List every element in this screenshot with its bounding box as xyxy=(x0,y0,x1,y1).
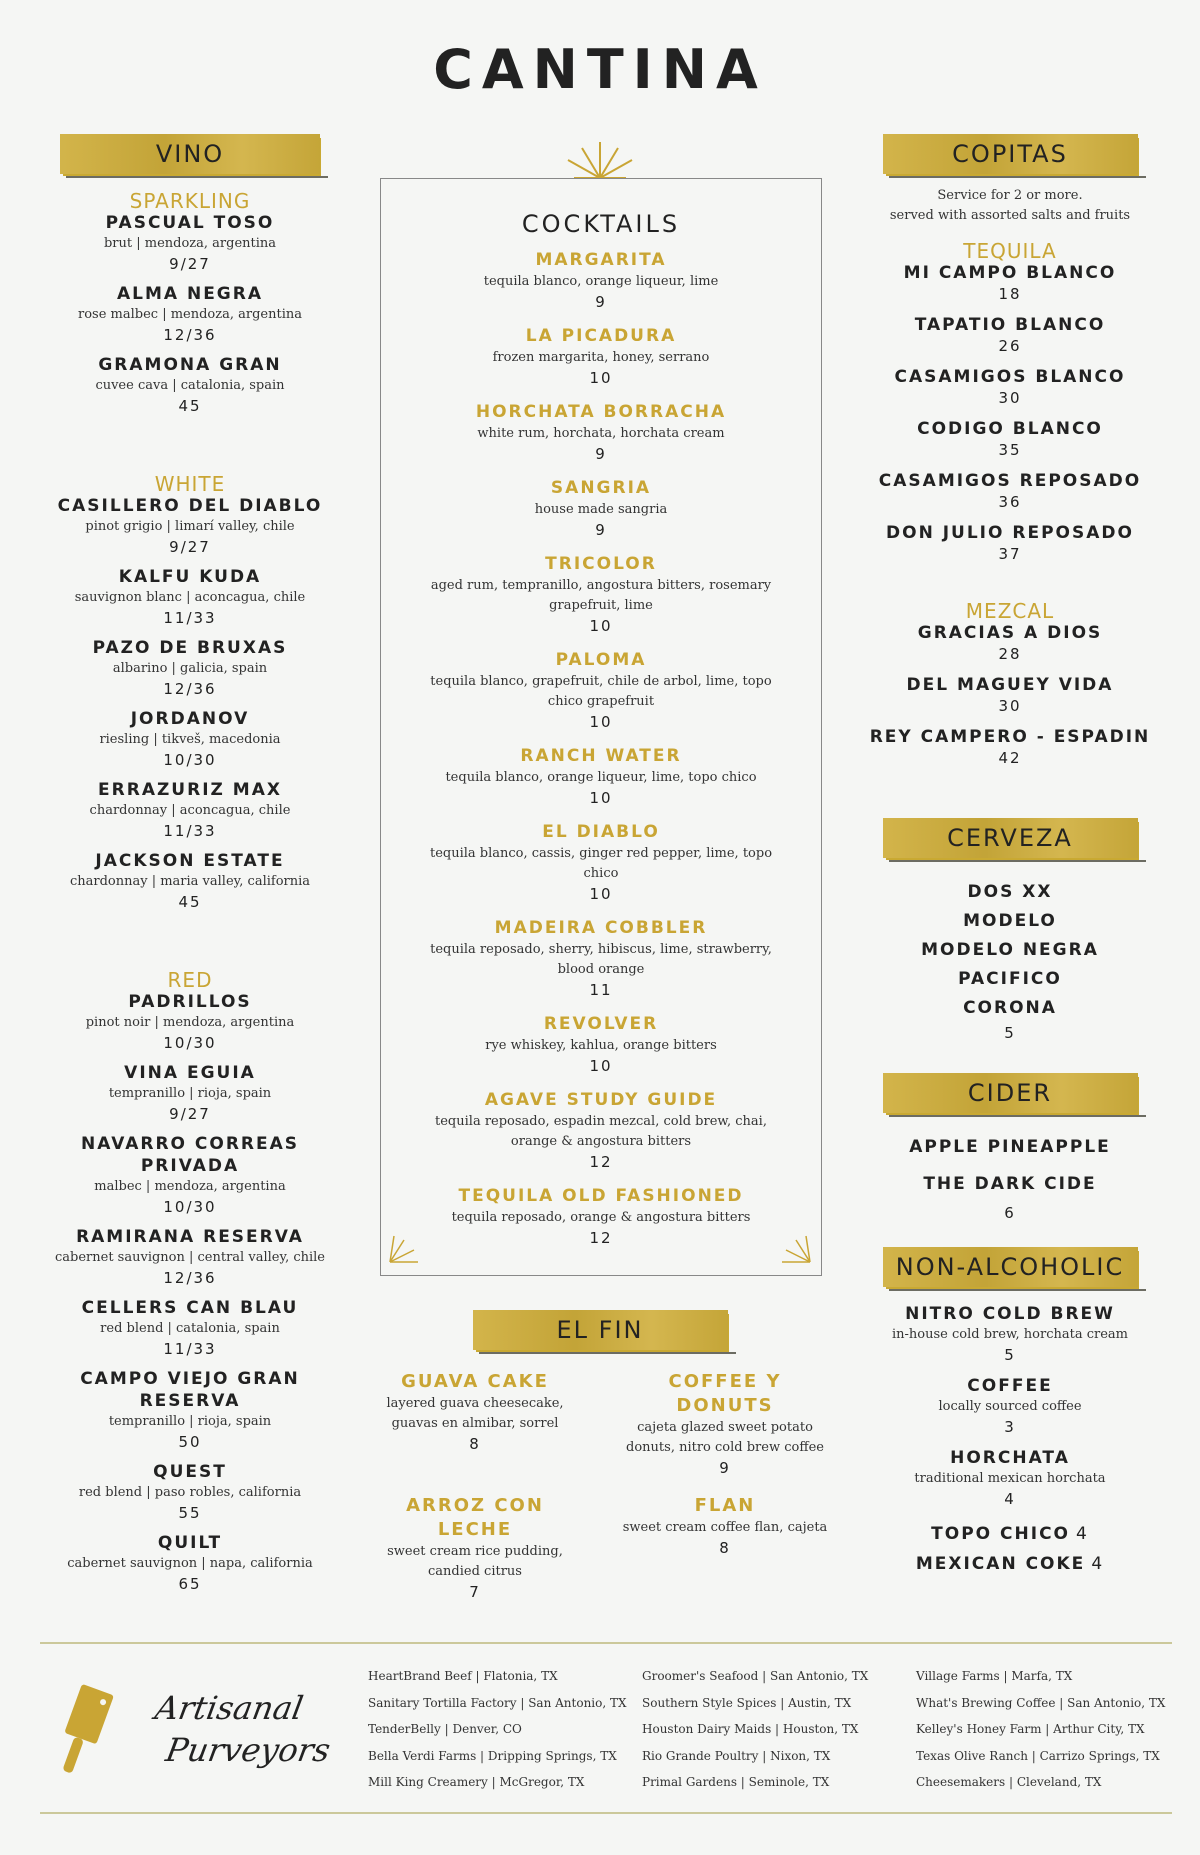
wine-name: NAVARRO CORREAS PRIVADA xyxy=(80,1134,300,1176)
drink-price: 3 xyxy=(1004,1418,1016,1436)
wine-item xyxy=(40,1133,340,1217)
dessert-desc: sweet cream coffee flan, cajeta xyxy=(622,1520,828,1535)
cocktail-item xyxy=(380,1088,822,1172)
cocktail-price: 9 xyxy=(595,293,607,311)
drink-name: HORCHATA xyxy=(950,1448,1070,1468)
wine-price: 45 xyxy=(178,893,202,911)
purveyor-entry: Texas Olive Ranch | Carrizo Springs, TX xyxy=(916,1748,1160,1763)
beer-name: PACIFICO xyxy=(958,969,1062,989)
beer-name: MODELO xyxy=(963,911,1057,931)
wine-name: CELLERS CAN BLAU xyxy=(81,1298,299,1318)
spirit-item xyxy=(860,314,1160,356)
dessert-item xyxy=(605,1370,845,1478)
wine-price: 55 xyxy=(178,1504,202,1522)
spirit-price: 35 xyxy=(998,441,1022,459)
cocktail-price: 10 xyxy=(589,369,613,387)
wine-desc: red blend | paso robles, california xyxy=(78,1485,302,1500)
purveyor-entry: Bella Verdi Farms | Dripping Springs, TX xyxy=(368,1748,617,1763)
cerveza-banner: CERVEZA xyxy=(883,818,1138,858)
spirit-price: 42 xyxy=(998,749,1022,767)
drink-name: TOPO CHICO xyxy=(931,1524,1070,1544)
section-heading: MEZCAL xyxy=(965,599,1055,623)
cider-name: THE DARK CIDE xyxy=(923,1174,1097,1194)
wine-item xyxy=(40,1062,340,1124)
cerveza-price: 5 xyxy=(1004,1024,1016,1042)
spirit-item xyxy=(860,726,1160,768)
logo-line: Purveyors xyxy=(162,1731,334,1769)
dessert-price: 8 xyxy=(719,1539,731,1557)
spirit-name: DEL MAGUEY VIDA xyxy=(906,675,1114,695)
cocktail-desc: tequila blanco, orange liqueur, lime xyxy=(483,274,719,289)
spirit-price: 18 xyxy=(998,285,1022,303)
cocktail-price: 12 xyxy=(589,1153,613,1171)
purveyor-entry: What's Brewing Coffee | San Antonio, TX xyxy=(916,1695,1166,1710)
spirit-item xyxy=(860,522,1160,564)
wine-item xyxy=(40,1461,340,1523)
dessert-name: ARROZ CON LECHE xyxy=(406,1495,544,1540)
purveyor-entry: HeartBrand Beef | Flatonia, TX xyxy=(368,1669,558,1683)
spirit-name: MI CAMPO BLANCO xyxy=(903,263,1117,283)
spirit-name: DON JULIO REPOSADO xyxy=(886,523,1134,543)
wine-item xyxy=(40,495,340,557)
cocktail-item xyxy=(380,648,822,732)
wine-desc: pinot noir | mendoza, argentina xyxy=(85,1015,295,1030)
drink-name: NITRO COLD BREW xyxy=(905,1304,1115,1324)
wine-item xyxy=(40,708,340,770)
cocktail-desc: frozen margarita, honey, serrano xyxy=(492,350,710,365)
drink-item xyxy=(860,1303,1160,1365)
footer xyxy=(40,1645,1172,1825)
spirit-name: CODIGO BLANCO xyxy=(917,419,1103,439)
cocktail-item xyxy=(380,400,822,464)
cider-banner: CIDER xyxy=(883,1073,1138,1113)
wine-desc: tempranillo | rioja, spain xyxy=(108,1086,272,1101)
spirit-name: REY CAMPERO - ESPADIN xyxy=(869,727,1151,747)
wine-price: 9/27 xyxy=(169,255,211,273)
elfin-banner: EL FIN xyxy=(473,1310,728,1350)
cocktail-price: 10 xyxy=(589,885,613,903)
cocktail-name: TEQUILA OLD FASHIONED xyxy=(458,1186,744,1206)
wine-name: PADRILLOS xyxy=(128,992,252,1012)
copitas-note: Service for 2 or more. xyxy=(937,188,1083,203)
wine-price: 10/30 xyxy=(163,751,217,769)
vino-column xyxy=(40,134,340,1603)
spirit-item xyxy=(860,418,1160,460)
cocktail-item xyxy=(380,744,822,808)
purveyor-entry: Cheesemakers | Cleveland, TX xyxy=(916,1775,1102,1789)
wine-item xyxy=(40,637,340,699)
wine-item xyxy=(40,354,340,416)
wine-desc: malbec | mendoza, argentina xyxy=(94,1179,286,1194)
wine-desc: albarino | galicia, spain xyxy=(112,661,268,676)
beer-name: CORONA xyxy=(963,998,1057,1018)
menu-title: CANTINA xyxy=(433,38,767,101)
wine-item xyxy=(40,566,340,628)
section-heading: TEQUILA xyxy=(963,239,1057,263)
cocktail-name: SANGRIA xyxy=(550,478,652,498)
nonalc-banner: NON-ALCOHOLIC xyxy=(883,1247,1138,1287)
spirit-price: 28 xyxy=(998,645,1022,663)
drink-item xyxy=(860,1447,1160,1509)
cocktail-price: 9 xyxy=(595,445,607,463)
spirit-name: TAPATIO BLANCO xyxy=(914,315,1106,335)
dessert-name: COFFEE Y DONUTS xyxy=(668,1371,782,1416)
drink-desc: in-house cold brew, horchata cream xyxy=(892,1327,1128,1342)
section-heading: SPARKLING xyxy=(129,189,251,213)
dessert-price: 9 xyxy=(719,1459,731,1477)
spirit-price: 26 xyxy=(998,337,1022,355)
right-column xyxy=(860,134,1160,1579)
cider-name: APPLE PINEAPPLE xyxy=(909,1137,1111,1157)
wine-item xyxy=(40,1532,340,1594)
cocktail-desc: house made sangria xyxy=(534,502,668,517)
cocktail-price: 11 xyxy=(589,981,613,999)
drink-item-inline xyxy=(860,1549,1160,1579)
cocktail-desc: tequila reposado, sherry, hibiscus, lime, strawberry, blood orange xyxy=(430,942,772,977)
wine-desc: cabernet sauvignon | central valley, chile xyxy=(55,1250,325,1265)
purveyor-column-1 xyxy=(368,1663,627,1796)
beer-name: DOS XX xyxy=(967,882,1053,902)
spirit-price: 30 xyxy=(998,389,1022,407)
spirit-name: CASAMIGOS BLANCO xyxy=(894,367,1126,387)
dessert-name: GUAVA CAKE xyxy=(401,1371,549,1392)
purveyor-entry: Kelley's Honey Farm | Arthur City, TX xyxy=(916,1722,1145,1736)
cocktail-desc: rye whiskey, kahlua, orange bitters xyxy=(485,1038,717,1053)
wine-name: PASCUAL TOSO xyxy=(105,213,275,233)
elfin-grid xyxy=(355,1370,845,1614)
spirit-item xyxy=(860,470,1160,512)
cocktail-item xyxy=(380,476,822,540)
spirit-price: 30 xyxy=(998,697,1022,715)
cocktail-name: AGAVE STUDY GUIDE xyxy=(484,1090,718,1110)
wine-name: QUILT xyxy=(157,1533,223,1553)
dessert-desc: cajeta glazed sweet potato donuts, nitro cold brew coffee xyxy=(626,1420,824,1455)
wine-price: 12/36 xyxy=(163,1269,217,1287)
dessert-price: 8 xyxy=(469,1435,481,1453)
purveyor-entry: Houston Dairy Maids | Houston, TX xyxy=(642,1722,859,1736)
spirit-item xyxy=(860,262,1160,304)
copitas-banner: COPITAS xyxy=(883,134,1138,174)
cocktail-price: 12 xyxy=(589,1229,613,1247)
sunburst-icon xyxy=(560,138,640,182)
wine-desc: chardonnay | maria valley, california xyxy=(69,874,311,889)
spirit-item xyxy=(860,674,1160,716)
cocktail-name: MARGARITA xyxy=(535,250,667,270)
wine-price: 10/30 xyxy=(163,1034,217,1052)
cocktail-name: RANCH WATER xyxy=(520,746,682,766)
purveyor-entry: Groomer's Seafood | San Antonio, TX xyxy=(642,1669,869,1683)
spirit-name: GRACIAS A DIOS xyxy=(917,623,1103,643)
cocktail-item xyxy=(380,1012,822,1076)
cocktail-price: 10 xyxy=(589,1057,613,1075)
wine-item xyxy=(40,212,340,274)
cider-price: 6 xyxy=(1004,1204,1016,1222)
drink-price: 4 xyxy=(1004,1490,1016,1508)
cocktail-name: HORCHATA BORRACHA xyxy=(475,402,727,422)
dessert-item xyxy=(355,1494,595,1602)
wine-name: JACKSON ESTATE xyxy=(95,851,285,871)
cocktail-name: LA PICADURA xyxy=(525,326,677,346)
drink-price: 4 xyxy=(1091,1554,1105,1574)
cocktail-name: PALOMA xyxy=(555,650,647,670)
cocktail-price: 9 xyxy=(595,521,607,539)
spacer xyxy=(40,425,340,455)
spirit-price: 37 xyxy=(998,545,1022,563)
spirit-price: 36 xyxy=(998,493,1022,511)
spirit-item xyxy=(860,366,1160,408)
wine-item xyxy=(40,850,340,912)
cocktail-name: REVOLVER xyxy=(543,1014,659,1034)
vino-sections xyxy=(40,190,340,1594)
drink-desc: traditional mexican horchata xyxy=(914,1471,1106,1486)
cocktail-desc: tequila blanco, cassis, ginger red pepper, lime, topo chico xyxy=(429,846,773,881)
spirit-name: CASAMIGOS REPOSADO xyxy=(878,471,1142,491)
cocktail-price: 10 xyxy=(589,617,613,635)
drink-item xyxy=(860,1375,1160,1437)
wine-price: 11/33 xyxy=(163,1340,217,1358)
wine-desc: sauvignon blanc | aconcagua, chile xyxy=(74,590,306,605)
cocktail-price: 10 xyxy=(589,713,613,731)
cocktail-item xyxy=(380,248,822,312)
purveyor-entry: Primal Gardens | Seminole, TX xyxy=(642,1775,830,1789)
wine-item xyxy=(40,1368,340,1452)
cocktail-desc: tequila blanco, grapefruit, chile de arbol, lime, topo chico grapefruit xyxy=(430,674,772,709)
wine-item xyxy=(40,1226,340,1288)
elfin-section xyxy=(355,1310,845,1614)
wine-item xyxy=(40,991,340,1053)
purveyors-logo xyxy=(145,1687,341,1771)
wine-item xyxy=(40,1297,340,1359)
section-heading: WHITE xyxy=(154,472,226,496)
copitas-sections xyxy=(860,240,1160,768)
drink-price: 5 xyxy=(1004,1346,1016,1364)
drink-price: 4 xyxy=(1076,1524,1089,1544)
cocktail-item xyxy=(380,552,822,636)
cocktail-desc: aged rum, tempranillo, angostura bitters, rosemary grapefruit, lime xyxy=(430,578,772,613)
nonalc-list xyxy=(860,1303,1160,1579)
wine-desc: pinot grigio | limarí valley, chile xyxy=(85,519,295,534)
dessert-desc: sweet cream rice pudding, candied citrus xyxy=(387,1544,563,1579)
cocktail-desc: tequila blanco, orange liqueur, lime, topo chico xyxy=(445,770,757,785)
wine-desc: cabernet sauvignon | napa, california xyxy=(67,1556,313,1571)
drink-name: MEXICAN COKE xyxy=(915,1554,1086,1574)
cocktail-name: EL DIABLO xyxy=(542,822,660,842)
wine-desc: brut | mendoza, argentina xyxy=(103,236,277,251)
cocktail-item xyxy=(380,324,822,388)
purveyor-entry: TenderBelly | Denver, CO xyxy=(368,1722,522,1736)
wine-desc: red blend | catalonia, spain xyxy=(100,1321,280,1336)
wine-desc: rose malbec | mendoza, argentina xyxy=(78,307,302,322)
wine-desc: chardonnay | aconcagua, chile xyxy=(89,803,291,818)
cocktail-list xyxy=(380,248,822,1248)
wine-price: 65 xyxy=(178,1575,202,1593)
drink-desc: locally sourced coffee xyxy=(938,1399,1082,1414)
wine-price: 9/27 xyxy=(169,1105,211,1123)
dessert-item xyxy=(355,1370,595,1478)
dessert-price: 7 xyxy=(469,1583,481,1601)
wine-item xyxy=(40,283,340,345)
wine-name: RAMIRANA RESERVA xyxy=(76,1227,304,1247)
footer-divider xyxy=(40,1642,1172,1644)
wine-price: 9/27 xyxy=(169,538,211,556)
vino-banner: VINO xyxy=(60,134,320,174)
wine-name: GRAMONA GRAN xyxy=(98,355,282,375)
wine-item xyxy=(40,779,340,841)
beer-name: MODELO NEGRA xyxy=(921,940,1099,960)
cocktail-item xyxy=(380,820,822,904)
wine-name: VINA EGUIA xyxy=(124,1063,256,1083)
wine-price: 12/36 xyxy=(163,680,217,698)
logo-line: Artisanal xyxy=(152,1689,306,1727)
spacer xyxy=(40,921,340,951)
cocktail-item xyxy=(380,916,822,1000)
cocktail-name: MADEIRA COBBLER xyxy=(494,918,708,938)
wine-name: JORDANOV xyxy=(130,709,250,729)
cocktail-price: 10 xyxy=(589,789,613,807)
wine-price: 12/36 xyxy=(163,326,217,344)
wine-name: KALFU KUDA xyxy=(118,567,262,587)
dessert-item xyxy=(605,1494,845,1602)
wine-name: CAMPO VIEJO GRAN RESERVA xyxy=(80,1369,300,1411)
purveyor-entry: Southern Style Spices | Austin, TX xyxy=(642,1695,852,1710)
dessert-desc: layered guava cheesecake, guavas en almibar, sorrel xyxy=(386,1396,564,1431)
cider-list xyxy=(860,1129,1160,1203)
cocktail-desc: tequila reposado, orange & angostura bitters xyxy=(451,1210,751,1225)
drink-name: COFFEE xyxy=(967,1376,1053,1396)
purveyor-entry: Rio Grande Poultry | Nixon, TX xyxy=(642,1748,831,1763)
cocktails-section xyxy=(380,190,822,1260)
section-heading: RED xyxy=(167,968,213,992)
wine-price: 50 xyxy=(178,1433,202,1451)
wine-price: 45 xyxy=(178,397,202,415)
purveyor-entry: Sanitary Tortilla Factory | San Antonio, TX xyxy=(368,1695,627,1710)
dessert-name: FLAN xyxy=(694,1495,756,1516)
purveyor-entry: Village Farms | Marfa, TX xyxy=(916,1669,1073,1683)
wine-desc: tempranillo | rioja, spain xyxy=(108,1414,272,1429)
copitas-note: served with assorted salts and fruits xyxy=(889,208,1131,223)
wine-name: QUEST xyxy=(153,1462,227,1482)
cleaver-icon xyxy=(48,1683,118,1779)
spirit-item xyxy=(860,622,1160,664)
wine-name: PAZO DE BRUXAS xyxy=(92,638,288,658)
wine-desc: riesling | tikveš, macedonia xyxy=(99,732,281,747)
footer-divider xyxy=(40,1812,1172,1814)
wine-price: 11/33 xyxy=(163,822,217,840)
cocktail-desc: white rum, horchata, horchata cream xyxy=(477,426,725,441)
cocktail-name: TRICOLOR xyxy=(545,554,657,574)
purveyor-column-3 xyxy=(916,1663,1165,1796)
wine-desc: cuvee cava | catalonia, spain xyxy=(95,378,285,393)
wine-price: 10/30 xyxy=(163,1198,217,1216)
wine-name: ERRAZURIZ MAX xyxy=(98,780,282,800)
wine-price: 11/33 xyxy=(163,609,217,627)
cocktail-desc: tequila reposado, espadin mezcal, cold brew, chai, orange & angostura bitters xyxy=(435,1114,767,1149)
drink-item-inline xyxy=(860,1519,1160,1549)
purveyor-column-2 xyxy=(642,1663,868,1796)
cerveza-list xyxy=(860,878,1160,1023)
cocktail-item xyxy=(380,1184,822,1248)
purveyor-entry: Mill King Creamery | McGregor, TX xyxy=(368,1775,585,1789)
cocktails-title: COCKTAILS xyxy=(521,210,681,238)
wine-name: CASILLERO DEL DIABLO xyxy=(57,496,323,516)
wine-name: ALMA NEGRA xyxy=(116,284,264,304)
